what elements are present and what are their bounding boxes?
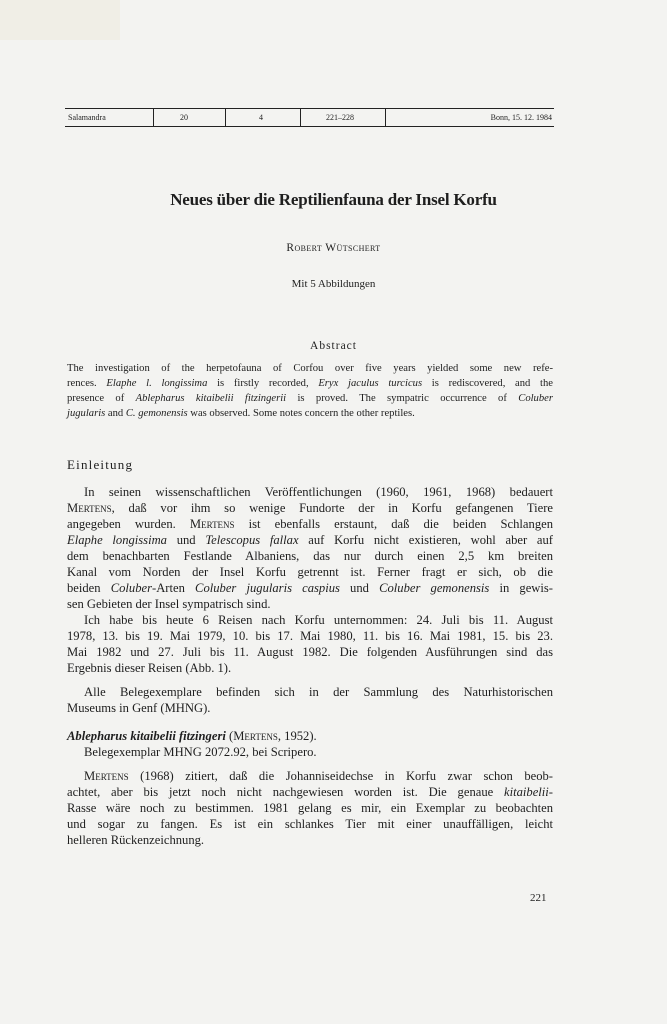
- body-line: achtet, aber bis jetzt noch nicht nachgewiesen worden ist. Die genaue kitaibelii-: [67, 785, 553, 799]
- body-line: Kanal vom Norden der Insel Korfu getrennt ist. Ferner fragt er sich, ob die: [67, 565, 553, 579]
- species-heading: Ablepharus kitaibelii fitzingeri (Mertens, 1952).: [67, 729, 317, 743]
- article-title: Neues über die Reptilienfauna der Insel Korfu: [170, 190, 497, 209]
- body-line: angegeben wurden. Mertens ist ebenfalls erstaunt, daß die beiden Schlangen: [67, 517, 554, 531]
- page-number: 221: [530, 892, 547, 904]
- body-line: In seinen wissenschaftlichen Veröffentlichungen (1960, 1961, 1968) bedauert: [84, 485, 553, 499]
- body-line: Belegexemplar MHNG 2072.92, bei Scripero.: [84, 745, 317, 759]
- volume: 20: [180, 113, 188, 122]
- abstract-line: presence of Ablepharus kitaibelii fitzingerii is proved. The sympatric occurrence of Coluber: [67, 393, 553, 404]
- body-line: Museums in Genf (MHNG).: [67, 701, 211, 715]
- place-date: Bonn, 15. 12. 1984: [490, 113, 552, 122]
- header-divider: [300, 109, 301, 126]
- abstract-line: The investigation of the herpetofauna of Corfou over five years yielded some new refe-: [67, 363, 553, 374]
- author-name: Robert Wütschert: [286, 242, 381, 254]
- body-line: dem benachbarten Festlande Albaniens, das nur durch einen 2,5 km breiten: [67, 549, 553, 563]
- body-line: und sogar zu fangen. Es ist ein schlankes Tier mit einer unauffälligen, leicht: [67, 817, 553, 831]
- body-line: Mertens (1968) zitiert, daß die Johanniseidechse in Korfu zwar schon beob-: [84, 769, 553, 783]
- header-divider: [153, 109, 154, 126]
- body-line: Mertens, daß vor ihm so wenige Fundorte der in Korfu gefangenen Tiere: [67, 501, 553, 515]
- abstract-heading: Abstract: [310, 340, 357, 352]
- body-line: beiden Coluber-Arten Coluber jugularis caspius und Coluber gemonensis in gewis-: [67, 581, 553, 595]
- body-line: Ich habe bis heute 6 Reisen nach Korfu unternommen: 24. Juli bis 11. August: [84, 613, 553, 627]
- figures-note: Mit 5 Abbildungen: [291, 278, 376, 290]
- abstract-line: jugularis and C. gemonensis was observed. Some notes concern the other reptiles.: [67, 408, 415, 419]
- body-line: sen Gebieten der Insel sympatrisch sind.: [67, 597, 271, 611]
- body-line: Mai 1982 und 27. Juli bis 11. August 1982. Die folgenden Ausführungen sind das: [67, 645, 553, 659]
- body-line: Alle Belegexemplare befinden sich in der Sammlung des Naturhistorischen: [84, 685, 553, 699]
- header-divider: [225, 109, 226, 126]
- issue: 4: [259, 113, 263, 122]
- scan-shadow: [0, 0, 120, 40]
- citation-header: [65, 108, 554, 127]
- journal-name: Salamandra: [68, 113, 106, 122]
- section-heading: Einleitung: [67, 457, 134, 472]
- body-line: helleren Rückenzeichnung.: [67, 833, 205, 847]
- body-line: Elaphe longissima und Telescopus fallax auf Korfu nicht existieren, wohl aber auf: [67, 533, 554, 547]
- abstract-line: rences. Elaphe l. longissima is firstly recorded, Eryx jaculus turcicus is rediscovered, and the: [67, 378, 554, 389]
- body-line: 1978, 13. bis 19. Mai 1979, 10. bis 17. Mai 1980, 11. bis 16. Mai 1981, 15. bis 23.: [67, 629, 553, 643]
- body-line: Ergebnis dieser Reisen (Abb. 1).: [67, 661, 232, 675]
- page-range: 221–228: [326, 113, 354, 122]
- header-divider: [385, 109, 386, 126]
- body-line: Rasse wäre noch zu bestimmen. 1981 gelang es mir, ein Exemplar zu beobachten: [67, 801, 553, 815]
